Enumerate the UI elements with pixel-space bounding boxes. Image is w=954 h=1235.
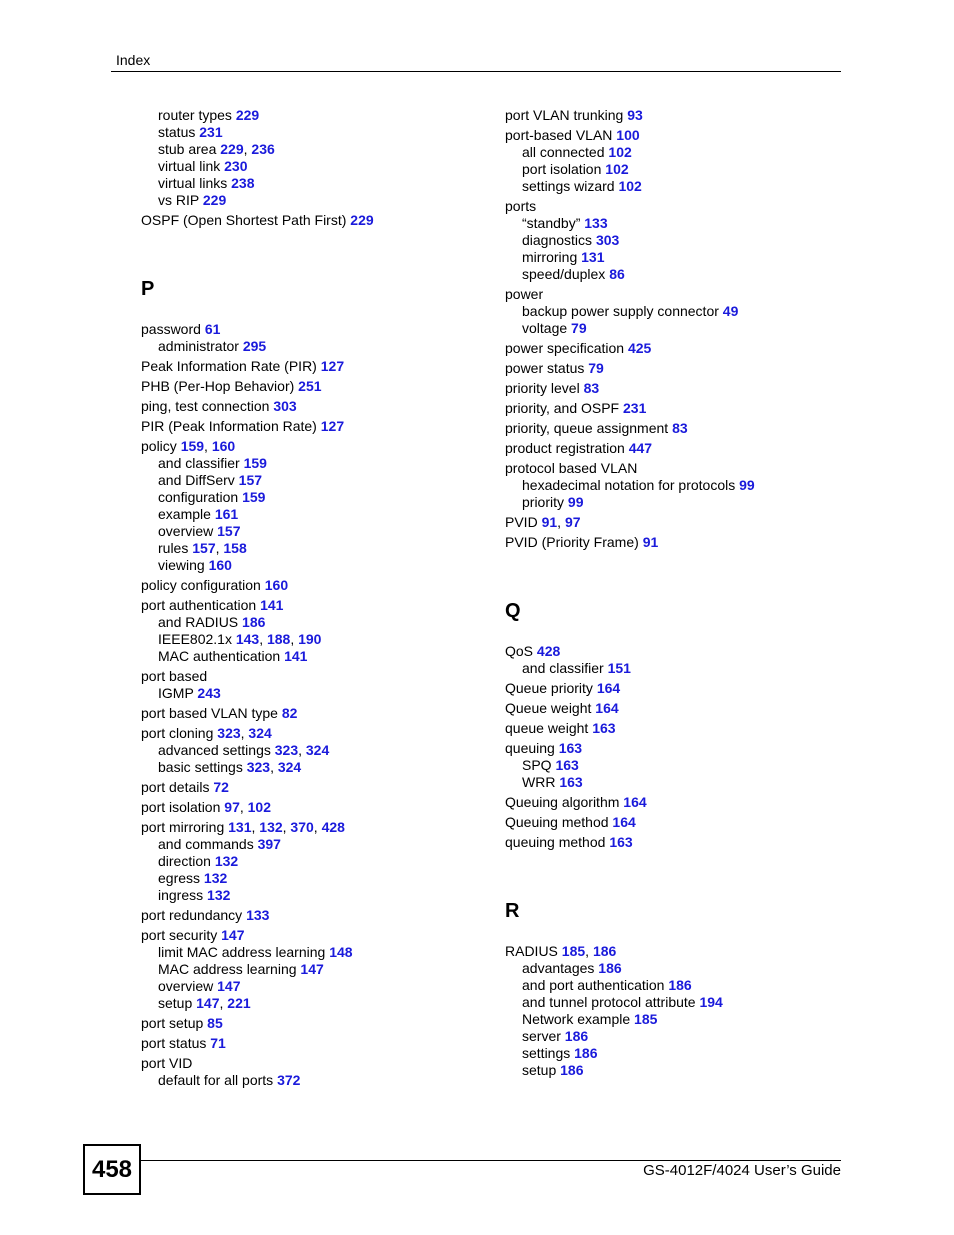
index-term: rules	[158, 540, 189, 556]
index-entry	[141, 378, 501, 395]
page-reference-link[interactable]: 97	[564, 514, 581, 530]
index-subentry: basic settings 323, 324	[158, 759, 302, 775]
index-term: hexadecimal notation for protocols	[522, 477, 736, 493]
index-subentry	[505, 161, 865, 178]
index-subentry	[141, 107, 501, 124]
index-term: MAC address learning	[158, 961, 297, 977]
page-reference-link[interactable]: 186	[560, 1062, 584, 1078]
index-subentry	[141, 557, 501, 574]
index-term: priority	[522, 494, 565, 510]
index-letter-heading: Q	[505, 600, 521, 622]
index-letter-heading: P	[141, 278, 155, 300]
index-term: server	[522, 1028, 561, 1044]
page-reference-link[interactable]: 141	[260, 597, 284, 613]
index-subentry	[141, 870, 501, 887]
page-reference-link[interactable]: 164	[595, 700, 619, 716]
page-reference-link[interactable]: 324	[305, 742, 330, 758]
index-term: and DiffServ	[158, 472, 235, 488]
page-reference-link[interactable]: 230	[224, 158, 248, 174]
index-term: example	[158, 506, 211, 522]
index-subentry: advanced settings 323, 324	[158, 742, 330, 758]
index-subentry	[505, 994, 865, 1011]
page-reference-link[interactable]: 83	[672, 420, 688, 436]
index-term: port-based VLAN	[505, 127, 613, 143]
index-term: Queuing method	[505, 814, 609, 830]
index-term: protocol based VLAN	[505, 460, 638, 476]
index-term: port cloning	[141, 725, 214, 741]
page-reference-link[interactable]: 157	[217, 523, 241, 539]
page-reference-link[interactable]: 251	[298, 378, 322, 394]
index-subentry	[505, 266, 865, 283]
index-term: power status	[505, 360, 585, 376]
page-reference-link[interactable]: 238	[231, 175, 255, 191]
index-term: Queue priority	[505, 680, 593, 696]
page-reference-link[interactable]: 100	[616, 127, 640, 143]
index-entry	[505, 720, 865, 737]
index-subentry	[505, 1028, 865, 1045]
page-reference-link[interactable]: 79	[571, 320, 587, 336]
page-reference-link[interactable]: 428	[536, 643, 561, 659]
index-term: port based	[141, 668, 208, 684]
page-reference-link[interactable]: 159	[242, 489, 266, 505]
page-reference-link[interactable]: 163	[609, 834, 633, 850]
index-subentry	[505, 774, 865, 791]
index-subentry: setup 147, 221	[158, 995, 251, 1011]
page-reference-link[interactable]: 148	[329, 944, 353, 960]
page-reference-link[interactable]: 157	[238, 472, 263, 488]
page-reference-link[interactable]: 303	[273, 398, 297, 414]
index-term: QoS	[505, 643, 534, 659]
index-term: backup power supply connector	[522, 303, 719, 319]
page-reference-link[interactable]: 236	[251, 141, 275, 157]
page-reference-link[interactable]: 185	[561, 943, 586, 959]
index-entry	[505, 380, 865, 397]
index-subentry	[141, 455, 501, 472]
page-reference-link[interactable]: 97	[224, 799, 240, 815]
index-term: MAC authentication	[158, 648, 281, 664]
index-term: power specification	[505, 340, 625, 356]
index-entry	[505, 340, 865, 357]
index-entry	[505, 360, 865, 377]
page-reference-link[interactable]: 131	[228, 819, 252, 835]
index-term: and tunnel protocol attribute	[522, 994, 696, 1010]
index-letter-heading: R	[505, 900, 520, 922]
index-entry	[505, 286, 865, 303]
page-reference-link[interactable]: 372	[277, 1072, 301, 1088]
index-subentry	[141, 338, 501, 355]
page-reference-link[interactable]: 323	[274, 742, 299, 758]
index-term: direction	[158, 853, 211, 869]
page-reference-link[interactable]: 72	[213, 779, 229, 795]
index-subentry	[141, 853, 501, 870]
index-term: settings	[522, 1045, 571, 1061]
index-term: basic settings	[158, 759, 243, 775]
page-reference-link[interactable]: 163	[559, 774, 583, 790]
page-number: 458	[83, 1144, 141, 1195]
index-subentry	[505, 144, 865, 161]
index-term: default for all ports	[158, 1072, 274, 1088]
index-entry	[141, 668, 501, 685]
footer-rule	[141, 1160, 841, 1161]
page-reference-link[interactable]: 164	[596, 680, 621, 696]
index-term: egress	[158, 870, 201, 886]
index-column-left	[141, 107, 501, 1089]
index-subentry	[141, 1072, 501, 1089]
index-column-right	[505, 107, 865, 1079]
index-subentry: IEEE802.1x 143, 188, 190	[158, 631, 322, 647]
index-term: OSPF (Open Shortest Path First)	[141, 212, 347, 228]
page-reference-link[interactable]: 185	[634, 1011, 658, 1027]
index-entry	[505, 740, 865, 757]
index-entry: PVID 91, 97	[505, 514, 581, 530]
page-reference-link[interactable]: 93	[627, 107, 643, 123]
page-reference-link[interactable]: 229	[350, 212, 374, 228]
page-reference-link[interactable]: 132	[203, 870, 228, 886]
index-subentry	[141, 648, 501, 665]
index-subentry: rules 157, 158	[158, 540, 247, 556]
page-reference-link[interactable]: 132	[207, 887, 231, 903]
page-reference-link[interactable]: 157	[192, 540, 216, 556]
index-entry	[141, 577, 501, 594]
index-term: priority, and OSPF	[505, 400, 620, 416]
index-entry	[505, 440, 865, 457]
page-reference-link[interactable]: 163	[558, 740, 583, 756]
index-subentry	[141, 523, 501, 540]
index-term: diagnostics	[522, 232, 593, 248]
index-term: password	[141, 321, 201, 337]
index-term: PHB (Per-Hop Behavior)	[141, 378, 295, 394]
index-term: RADIUS	[505, 943, 558, 959]
index-entry	[505, 700, 865, 717]
index-entry	[505, 420, 865, 437]
index-entry: policy 159, 160	[141, 438, 236, 454]
index-term: virtual links	[158, 175, 228, 191]
index-entry	[505, 107, 865, 124]
index-term: WRR	[522, 774, 556, 790]
index-entry	[141, 418, 501, 435]
page-reference-link[interactable]: 147	[217, 978, 241, 994]
index-term: priority level	[505, 380, 580, 396]
index-subentry	[505, 249, 865, 266]
page-reference-link[interactable]: 127	[320, 358, 345, 374]
page-reference-link[interactable]: 83	[583, 380, 600, 396]
index-subentry	[141, 472, 501, 489]
index-term: IGMP	[158, 685, 194, 701]
index-entry	[141, 705, 501, 722]
page-reference-link[interactable]: 229	[235, 107, 260, 123]
page-reference-link[interactable]: 161	[214, 506, 239, 522]
index-term: port setup	[141, 1015, 204, 1031]
index-term: Network example	[522, 1011, 631, 1027]
page-reference-link[interactable]: 99	[567, 494, 584, 510]
index-term: port isolation	[522, 161, 602, 177]
index-entry	[141, 927, 501, 944]
page-reference-link[interactable]: 147	[196, 995, 220, 1011]
index-entry	[505, 794, 865, 811]
index-entry: port mirroring 131, 132, 370, 428	[141, 819, 345, 835]
page-reference-link[interactable]: 127	[320, 418, 345, 434]
index-entry: port cloning 323, 324	[141, 725, 272, 741]
index-term: speed/duplex	[522, 266, 606, 282]
page-reference-link[interactable]: 132	[214, 853, 239, 869]
index-term: advantages	[522, 960, 595, 976]
index-term: and classifier	[522, 660, 604, 676]
page-reference-link[interactable]: 229	[220, 141, 244, 157]
index-term: product registration	[505, 440, 625, 456]
index-entry	[141, 779, 501, 796]
page-reference-link[interactable]: 425	[627, 340, 652, 356]
index-entry	[141, 212, 501, 229]
page-reference-link[interactable]: 164	[623, 794, 647, 810]
index-subentry	[141, 685, 501, 702]
page-reference-link[interactable]: 49	[722, 303, 739, 319]
page-reference-link[interactable]: 160	[264, 577, 289, 593]
page-reference-link[interactable]: 370	[290, 819, 314, 835]
page-reference-link[interactable]: 221	[227, 995, 251, 1011]
index-subentry	[505, 1045, 865, 1062]
index-subentry	[505, 320, 865, 337]
page-reference-link[interactable]: 428	[321, 819, 345, 835]
index-term: setup	[522, 1062, 557, 1078]
page-reference-link[interactable]: 323	[217, 725, 241, 741]
page-reference-link[interactable]: 160	[211, 438, 236, 454]
page-reference-link[interactable]: 186	[592, 943, 617, 959]
page-reference-link[interactable]: 160	[208, 557, 232, 573]
index-term: voltage	[522, 320, 568, 336]
index-subentry	[141, 978, 501, 995]
page-reference-link[interactable]: 231	[199, 124, 223, 140]
index-term: and RADIUS	[158, 614, 239, 630]
index-subentry	[505, 215, 865, 232]
page-reference-link[interactable]: 141	[284, 648, 308, 664]
index-subentry	[141, 489, 501, 506]
index-term: router types	[158, 107, 232, 123]
page-reference-link[interactable]: 186	[668, 977, 692, 993]
index-entry	[141, 1055, 501, 1072]
index-entry	[141, 1035, 501, 1052]
index-entry: RADIUS 185, 186	[505, 943, 617, 959]
index-term: ingress	[158, 887, 204, 903]
index-term: PVID (Priority Frame)	[505, 534, 639, 550]
index-term: port mirroring	[141, 819, 225, 835]
index-subentry	[141, 944, 501, 961]
index-term: configuration	[158, 489, 239, 505]
running-header: Index	[116, 52, 151, 68]
index-subentry	[505, 232, 865, 249]
index-term: ports	[505, 198, 537, 214]
index-term: queue weight	[505, 720, 589, 736]
page-reference-link[interactable]: 186	[574, 1045, 598, 1061]
index-entry	[141, 597, 501, 614]
index-subentry	[141, 506, 501, 523]
index-term: and commands	[158, 836, 254, 852]
index-entry	[505, 834, 865, 851]
index-term: PVID	[505, 514, 538, 530]
page-reference-link[interactable]: 147	[221, 927, 245, 943]
index-entry	[141, 1015, 501, 1032]
index-subentry	[141, 158, 501, 175]
page-reference-link[interactable]: 324	[248, 725, 272, 741]
index-term: mirroring	[522, 249, 578, 265]
guide-title: GS-4012F/4024 User’s Guide	[643, 1162, 841, 1179]
index-term: port authentication	[141, 597, 257, 613]
index-entry	[505, 198, 865, 215]
page-reference-link[interactable]: 159	[243, 455, 267, 471]
index-entry	[141, 358, 501, 375]
index-term: SPQ	[522, 757, 552, 773]
page-reference-link[interactable]: 229	[202, 192, 227, 208]
page-reference-link[interactable]: 163	[555, 757, 579, 773]
index-subentry	[505, 178, 865, 195]
index-term: vs RIP	[158, 192, 199, 208]
page-reference-link[interactable]: 91	[541, 514, 558, 530]
index-term: virtual link	[158, 158, 221, 174]
index-term: IEEE802.1x	[158, 631, 232, 647]
page-reference-link[interactable]: 323	[246, 759, 271, 775]
page-reference-link[interactable]: 102	[247, 799, 271, 815]
index-term: advanced settings	[158, 742, 271, 758]
index-entry	[141, 398, 501, 415]
page-reference-link[interactable]: 447	[628, 440, 653, 456]
index-entry	[505, 400, 865, 417]
index-term: administrator	[158, 338, 239, 354]
index-term: and classifier	[158, 455, 240, 471]
index-term: port VLAN trunking	[505, 107, 624, 123]
index-term: port based VLAN type	[141, 705, 278, 721]
page-reference-link[interactable]: 324	[277, 759, 302, 775]
index-term: port security	[141, 927, 218, 943]
page-reference-link[interactable]: 243	[197, 685, 221, 701]
page-reference-link[interactable]: 71	[210, 1035, 226, 1051]
page-reference-link[interactable]: 194	[699, 994, 723, 1010]
index-entry	[505, 814, 865, 831]
index-term: “standby”	[522, 215, 581, 231]
page-reference-link[interactable]: 86	[609, 266, 625, 282]
index-entry	[141, 321, 501, 338]
index-term: overview	[158, 523, 214, 539]
index-subentry: stub area 229, 236	[158, 141, 275, 157]
page-reference-link[interactable]: 61	[204, 321, 221, 337]
index-subentry	[141, 961, 501, 978]
index-subentry	[505, 494, 865, 511]
index-term: port status	[141, 1035, 207, 1051]
index-term: port redundancy	[141, 907, 243, 923]
index-term: queuing method	[505, 834, 606, 850]
index-term: priority, queue assignment	[505, 420, 669, 436]
page-reference-link[interactable]: 102	[605, 161, 629, 177]
index-term: port details	[141, 779, 210, 795]
index-subentry	[141, 175, 501, 192]
index-term: power	[505, 286, 544, 302]
page-reference-link[interactable]: 158	[223, 540, 247, 556]
page-reference-link[interactable]: 186	[564, 1028, 589, 1044]
page-reference-link[interactable]: 163	[592, 720, 616, 736]
index-term: and port authentication	[522, 977, 665, 993]
page-reference-link[interactable]: 102	[618, 178, 642, 194]
page-reference-link[interactable]: 151	[607, 660, 631, 676]
index-subentry	[505, 757, 865, 774]
index-subentry	[141, 614, 501, 631]
index-term: limit MAC address learning	[158, 944, 326, 960]
page-reference-link[interactable]: 132	[259, 819, 283, 835]
index-subentry	[141, 887, 501, 904]
page-reference-link[interactable]: 133	[584, 215, 608, 231]
page-reference-link[interactable]: 91	[642, 534, 659, 550]
page-reference-link[interactable]: 82	[281, 705, 298, 721]
index-term: Queue weight	[505, 700, 592, 716]
index-term: Queuing algorithm	[505, 794, 620, 810]
index-subentry	[141, 836, 501, 853]
index-term: Peak Information Rate (PIR)	[141, 358, 317, 374]
index-subentry	[141, 124, 501, 141]
index-entry	[505, 460, 865, 477]
index-subentry	[505, 960, 865, 977]
page-reference-link[interactable]: 79	[588, 360, 604, 376]
index-term: settings wizard	[522, 178, 615, 194]
page-reference-link[interactable]: 85	[207, 1015, 223, 1031]
header-rule	[111, 71, 841, 72]
index-term: ping, test connection	[141, 398, 270, 414]
index-entry	[505, 680, 865, 697]
index-entry	[505, 127, 865, 144]
index-term: port isolation	[141, 799, 221, 815]
index-entry: port isolation 97, 102	[141, 799, 271, 815]
index-term: queuing	[505, 740, 555, 756]
index-subentry	[505, 477, 865, 494]
index-subentry	[141, 192, 501, 209]
page-reference-link[interactable]: 231	[623, 400, 647, 416]
index-term: all connected	[522, 144, 605, 160]
index-term: PIR (Peak Information Rate)	[141, 418, 317, 434]
page-reference-link[interactable]: 186	[598, 960, 622, 976]
page-reference-link[interactable]: 303	[595, 232, 620, 248]
index-term: setup	[158, 995, 193, 1011]
page-reference-link[interactable]: 190	[298, 631, 322, 647]
index-term: status	[158, 124, 196, 140]
index-subentry	[505, 303, 865, 320]
page-reference-link[interactable]: 164	[612, 814, 636, 830]
index-subentry	[505, 977, 865, 994]
index-term: overview	[158, 978, 214, 994]
page-reference-link[interactable]: 186	[242, 614, 266, 630]
page-reference-link[interactable]: 102	[608, 144, 632, 160]
index-term: policy	[141, 438, 177, 454]
page-reference-link[interactable]: 188	[266, 631, 291, 647]
page-reference-link[interactable]: 397	[257, 836, 281, 852]
index-term: port VID	[141, 1055, 193, 1071]
index-entry	[505, 534, 865, 551]
index-term: viewing	[158, 557, 205, 573]
index-subentry	[505, 1062, 865, 1079]
page-reference-link[interactable]: 133	[246, 907, 270, 923]
page-reference-link[interactable]: 147	[300, 961, 324, 977]
index-term: stub area	[158, 141, 217, 157]
page-reference-link[interactable]: 159	[180, 438, 205, 454]
index-subentry	[505, 660, 865, 677]
page-reference-link[interactable]: 143	[235, 631, 260, 647]
index-entry	[505, 643, 865, 660]
page-reference-link[interactable]: 295	[242, 338, 267, 354]
page-reference-link[interactable]: 131	[581, 249, 605, 265]
page-reference-link[interactable]: 99	[739, 477, 755, 493]
index-term: policy configuration	[141, 577, 261, 593]
index-subentry	[505, 1011, 865, 1028]
index-entry	[141, 907, 501, 924]
